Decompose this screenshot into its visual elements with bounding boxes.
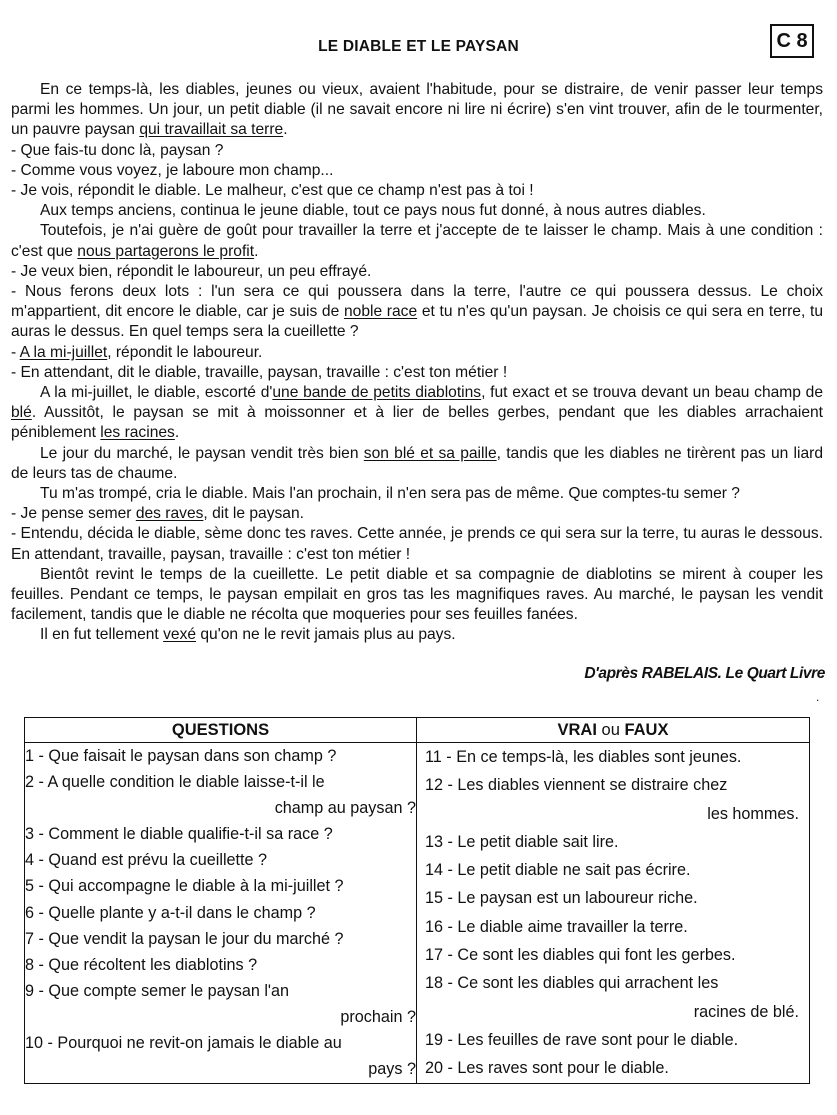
text-run: A la mi-juillet, le diable, escorté d' [40,384,273,402]
statement-item-text: 19 - Les feuilles de rave sont pour le diable. [425,1030,739,1049]
underlined-phrase: vexé [163,626,197,644]
text-run: et tu n'es qu'un paysan. Je choisis ce qui sera en terre, tu auras le dessus. En quel temps sera la cueillette ? [11,303,824,341]
question-item-text: 5 - Qui accompagne le diable à la mi-juillet ? [25,877,344,896]
statement-item [417,828,809,856]
question-item-continuation: prochain ? [340,1007,416,1026]
text-run: - Je veux bien, répondit le laboureur, un peu effrayé. [11,262,372,280]
text-run: Il en fut tellement [40,626,164,644]
text-run: En ce temps-là, les diables, jeunes ou vieux, avaient l'habitude, pour se distraire, de venir passer leur temps parmi les hommes. Un jour, un petit diable (il ne savait encore ni lire ni écrire) s'en vint trouver, afin de le tourmenter, un pauvre paysan [11,81,823,139]
text-run: , fut exact et se trouva devant un beau champ de [481,384,824,402]
question-item-text: 1 - Que faisait le paysan dans son champ ? [25,747,337,765]
question-item-text: 3 - Comment le diable qualifie-t-il sa race ? [25,825,333,844]
story-paragraph [11,565,823,626]
questions-table [24,717,810,1084]
text-run: , dit le paysan. [203,505,304,523]
question-item [25,743,416,769]
question-item-continuation: champ au paysan ? [274,799,416,818]
question-item-text: 10 - Pourquoi ne revit-on jamais le diable au [25,1034,342,1053]
statement-item-continuation: les hommes. [707,804,799,823]
text-run: . [283,121,288,139]
statement-item [417,913,809,941]
source-citation: D'après RABELAIS. Le Quart Livre [584,665,825,682]
text-run: - Que fais-tu donc là, paysan ? [11,141,224,159]
statement-item-text: 12 - Les diables viennent se distraire chez [425,776,728,795]
text-run: qu'on ne le revit jamais plus au pays. [196,626,456,644]
story-paragraph [11,484,823,504]
underlined-phrase: les racines [100,424,175,442]
story-paragraph [11,363,823,383]
text-run: Tu m'as trompé, cria le diable. Mais l'an prochain, il n'en sera pas de même. Que comptes-tu semer ? [40,485,740,503]
question-item [25,1030,416,1082]
statement-item-continuation: racines de blé. [693,1002,799,1021]
vrai-label: VRAI [557,721,597,739]
text-run: Le jour du marché, le paysan vendit très bien [40,444,364,462]
story-paragraph [11,141,823,161]
page-title: LE DIABLE ET LE PAYSAN [318,38,519,55]
statement-item-text: 13 - Le petit diable sait lire. [425,832,619,851]
story-paragraph [11,504,823,524]
story-paragraph [11,262,823,282]
question-item [25,873,416,899]
question-item [25,900,416,926]
story-text [11,80,823,646]
story-paragraph [11,625,823,645]
text-run: . Aussitôt, le paysan se mit à moissonner et à lier de belles gerbes, pendant que les diables arrachaient péniblement [11,404,823,442]
text-run: - Entendu, décida le diable, sème donc tes raves. Cette année, je prends ce qui sera sur la terre, tu auras le dessous. En attendant, travaille, paysan, travaille : c'est ton métier ! [11,525,823,563]
statement-item [417,884,809,912]
vrai-faux-header [417,718,810,743]
text-run: - En attendant, dit le diable, travaille, paysan, travaille : c'est ton métier ! [11,363,508,381]
text-run: Aux temps anciens, continua le jeune diable, tout ce pays nous fut donné, à nous autres diables. [40,202,706,220]
question-item [25,847,416,873]
question-item-text: 2 - A quelle condition le diable laisse-t-il le [25,773,325,792]
question-item-text: 7 - Que vendit la paysan le jour du marché ? [25,929,344,948]
statement-item-text: 16 - Le diable aime travailler la terre. [425,917,688,936]
text-run: - [11,343,20,361]
statement-item-text: 18 - Ce sont les diables qui arrachent les [425,974,719,993]
faux-label: FAUX [624,721,669,739]
statement-item-text: 15 - Le paysan est un laboureur riche. [425,889,698,908]
questions-column [25,743,417,1084]
underlined-phrase: A la mi-juillet [19,343,108,361]
statement-item-text: 11 - En ce temps-là, les diables sont jeunes. [425,748,742,766]
text-run: Toutefois, je n'ai guère de goût pour travailler la terre et j'accepte de te laisser le champ. Mais à une condition : c'est que [11,222,823,260]
underlined-phrase: son blé et sa paille [363,444,497,462]
text-run: Bientôt revint le temps de la cueillette. Le petit diable et sa compagnie de diablotins se mirent à couper les feuilles. Pendant ce temps, le paysan empilait en gros tas les magnifiques raves. Au marché, le paysan les vendit facilement, tandis que le diable ne récolta que moqueries pour ses feuilles fanées. [11,565,823,624]
text-run: . [174,424,180,442]
story-paragraph [11,383,823,444]
underlined-phrase: noble race [343,303,418,321]
question-item-text: 6 - Quelle plante y a-t-il dans le champ ? [25,903,316,922]
question-item-continuation: pays ? [368,1060,416,1079]
statement-item [417,969,809,1026]
story-paragraph [11,524,823,564]
story-paragraph [11,181,823,201]
story-paragraph [11,80,823,141]
underlined-phrase: nous partagerons le profit [77,242,255,260]
stray-mark: . [816,690,820,704]
question-item [25,926,416,952]
statement-item [417,1026,809,1054]
question-item-text: 8 - Que récoltent les diablotins ? [25,955,258,974]
statement-item [417,856,809,884]
text-run: - Je pense semer [11,505,136,523]
text-run: , tandis que les diables ne tirèrent pas un liard de leurs tas de chaume. [11,444,824,482]
question-item [25,769,416,821]
questions-header: QUESTIONS [25,718,417,743]
underlined-phrase: qui travaillait sa terre [139,121,284,139]
statement-item-text: 20 - Les raves sont pour le diable. [425,1059,669,1078]
statement-item [417,941,809,969]
question-item-text: 4 - Quand est prévu la cueillette ? [25,851,268,870]
text-run: . [254,242,259,260]
story-paragraph [11,201,823,221]
text-run: - Je vois, répondit le diable. Le malheur, c'est que ce champ n'est pas à toi ! [11,182,534,200]
worksheet-code: C 8 [770,24,814,58]
question-item [25,978,416,1030]
statement-item-text: 17 - Ce sont les diables qui font les gerbes. [425,946,736,965]
ou-label: ou [601,721,620,739]
story-paragraph [11,444,823,484]
text-run: - Nous ferons deux lots : l'un sera ce qui poussera dans la terre, l'autre ce qui poussera dessus. Le choix m'appartient, dit encore le diable, car je suis de [11,283,823,321]
text-run: , répondit le laboureur. [107,343,263,361]
question-item [25,821,416,847]
true-false-column [417,743,810,1084]
question-item-text: 9 - Que compte semer le paysan l'an [25,981,290,1000]
statement-item-text: 14 - Le petit diable ne sait pas écrire. [425,861,691,880]
underlined-phrase: des raves [135,505,204,523]
story-paragraph [11,221,823,261]
story-paragraph [11,343,823,363]
statement-item [417,771,809,828]
story-paragraph [11,161,823,181]
text-run: - Comme vous voyez, je laboure mon champ... [11,161,334,179]
question-item [25,952,416,978]
story-paragraph [11,282,823,343]
statement-item [417,743,809,771]
underlined-phrase: une bande de petits diablotins [272,384,482,402]
statement-item [417,1054,809,1082]
underlined-phrase: blé [11,404,32,422]
